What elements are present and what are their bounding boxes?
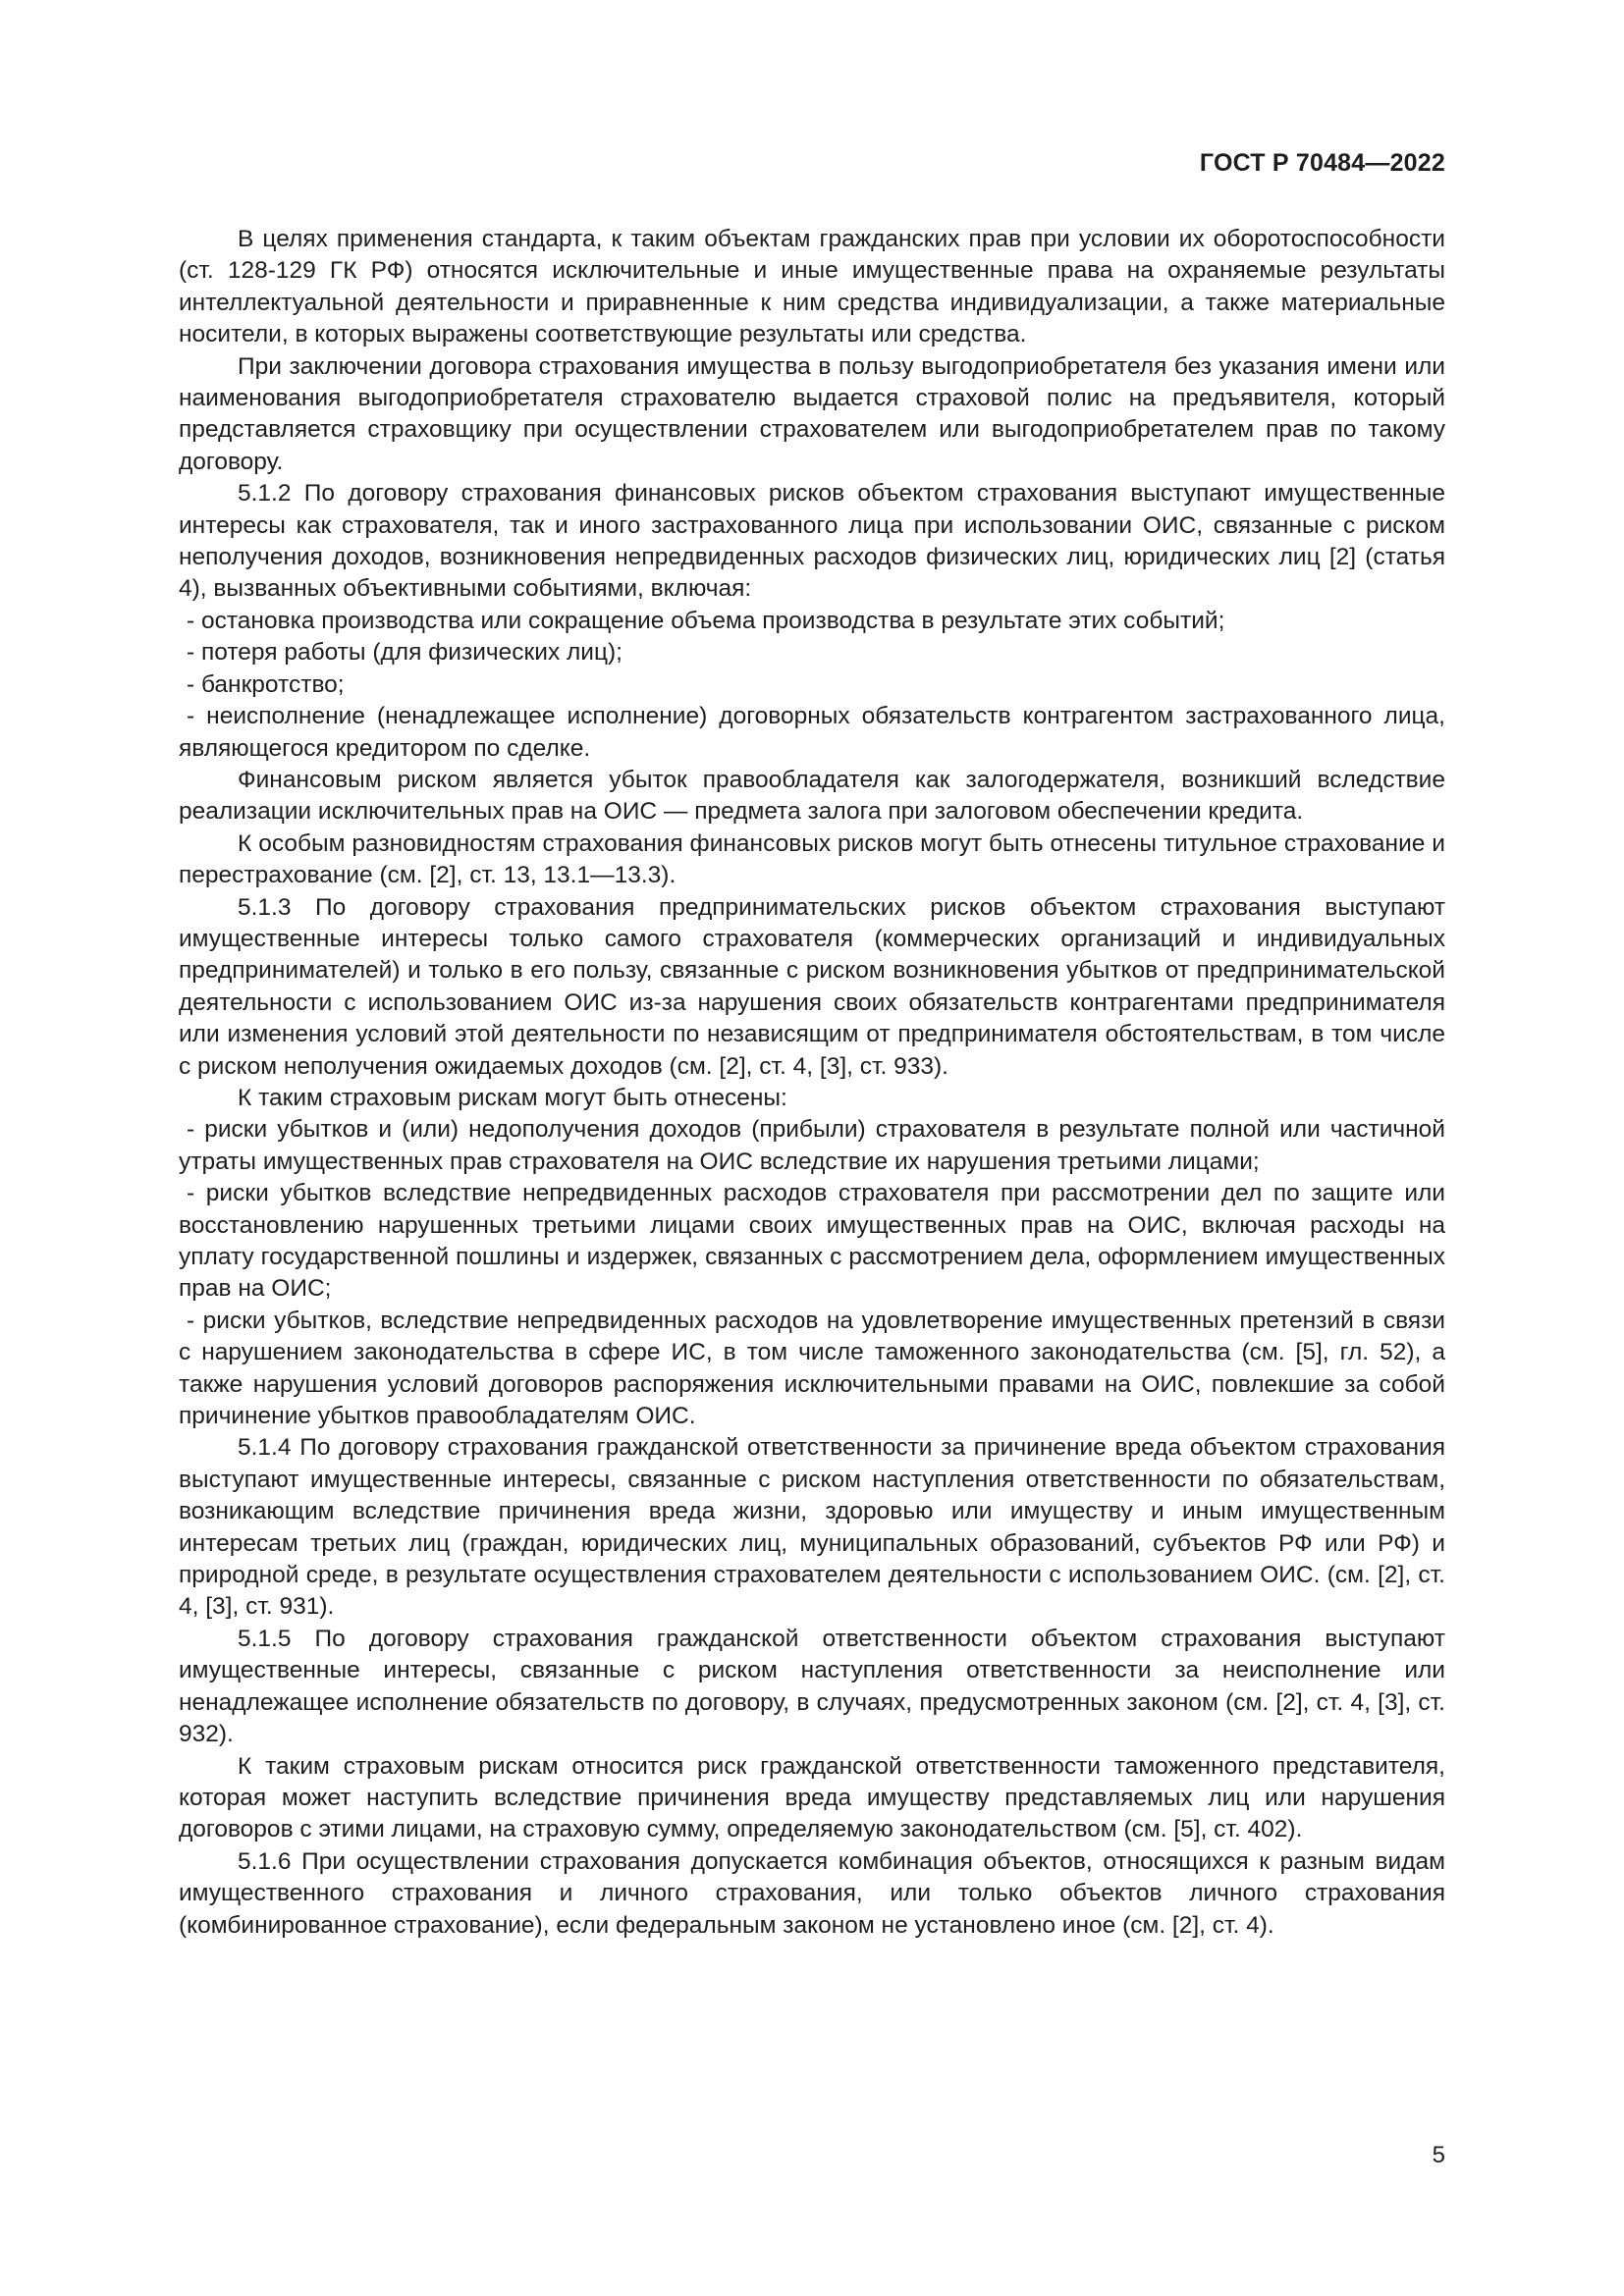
body-paragraph: К таким страховым рискам могут быть отнесены: [238,1084,787,1111]
body-paragraph: К таким страховым рискам относится риск гражданской ответственности таможенного представителя, которая может наступить вследствие причинения вреда имуществу представляемых лиц или нарушения договоров с этими лицами, на страховую сумму, определяемую законодательством (см. [5], ст. 402). [179,1752,1445,1843]
list-item: - банкротство; [187,670,345,698]
list-item: - риски убытков вследствие непредвиденных расходов страхователя при рассмотрении дел по защите или восстановлению нарушенных третьими лицами своих имущественных прав на ОИС, включая расходы на уплату государственной пошлины и издержек, связанных с рассмотрением дела, оформлением имущественных прав на ОИС; [179,1180,1445,1303]
body-paragraph: К особым разновидностям страхования финансовых рисков могут быть отнесены титульное страхование и перестрахование (см. [2], ст. 13, 13.1—13.3). [179,829,1445,889]
body-paragraph: 5.1.3 По договору страхования предпринимательских рисков объектом страхования выступают имущественные интересы только самого страхователя (коммерческих организаций и индивидуальных предпринимателей) и только в его пользу, связанные с риском возникновения убытков от предпринимательской деятельности с использованием ОИС из-за нарушения своих обязательств контрагентами предпринимателя или изменения условий этой деятельности по независящим от предпринимателя обстоятельствам, в том числе с риском неполучения ожидаемых доходов (см. [2], ст. 4, [3], ст. 933). [179,893,1445,1080]
body-paragraph: 5.1.4 По договору страхования гражданской ответственности за причинение вреда объектом страхования выступают имущественные интересы, связанные с риском наступления ответственности по обязательствам, возникающим вследствие причинения вреда жизни, здоровью или имуществу и иным имущественным интересам третьих лиц (граждан, юридических лиц, муниципальных образований, субъектов РФ или РФ) и природной среде, в результате осуществления страхователем деятельности с использованием ОИС. (см. [2], ст. 4, [3], ст. 931). [179,1434,1445,1621]
body-paragraph: В целях применения стандарта, к таким объектам гражданских прав при условии их оборотоспособности (ст. 128-129 ГК РФ) относятся исключительные и иные имущественные права на охраняемые результаты интеллектуальной деятельности и приравненные к ним средства индивидуализации, а также материальные носители, в которых выражены соответствующие результаты или средства. [179,226,1445,348]
body-paragraph: При заключении договора страхования имущества в пользу выгодоприобретателя без указания имени или наименования выгодоприобретателя страхователю выдается страховой полис на предъявителя, который представляется страховщику при осуществлении страхователем или выгодоприобретателем прав по такому договору. [179,352,1445,475]
page-number: 5 [1432,2142,1445,2168]
list-item: - потеря работы (для физических лиц); [187,639,623,667]
list-item: - риски убытков, вследствие непредвиденных расходов на удовлетворение имущественных претензий в связи с нарушением законодательства в сфере ИС, в том числе таможенного законодательства (см. [5], гл. 52), а также нарушения условий договоров распоряжения исключительными правами на ОИС, повлекшие за собой причинение убытков правообладателям ОИС. [179,1307,1445,1430]
body-paragraph: Финансовым риском является убыток правообладателя как залогодержателя, возникший вследствие реализации исключительных прав на ОИС — предмета залога при залоговом обеспечении кредита. [179,766,1445,826]
document-header-standard-id: ГОСТ Р 70484—2022 [1199,149,1445,177]
document-body [179,224,1445,1942]
list-item: - остановка производства или сокращение объема производства в результате этих событий; [187,607,1225,634]
list-item: - риски убытков и (или) недополучения доходов (прибыли) страхователя в результате полной или частичной утраты имущественных прав страхователя на ОИС вследствие их нарушения третьими лицами; [179,1116,1445,1175]
body-paragraph: 5.1.2 По договору страхования финансовых рисков объектом страхования выступают имущественные интересы как страхователя, так и иного застрахованного лица при использовании ОИС, связанные с риском неполучения доходов, возникновения непредвиденных расходов физических лиц, юридических лиц [2] (статья 4), вызванных объективными событиями, включая: [179,480,1445,603]
body-paragraph: 5.1.6 При осуществлении страхования допускается комбинация объектов, относящихся к разным видам имущественного страхования и личного страхования, или только объектов личного страхования (комбинированное страхование), если федеральным законом не установлено иное (см. [2], ст. 4). [179,1847,1445,1939]
list-item: - неисполнение (ненадлежащее исполнение) договорных обязательств контрагентом застрахованного лица, являющегося кредитором по сделке. [179,703,1445,762]
body-paragraph: 5.1.5 По договору страхования гражданской ответственности объектом страхования выступают имущественные интересы, связанные с риском наступления ответственности за неисполнение или ненадлежащее исполнение обязательств по договору, в случаях, предусмотренных законом (см. [2], ст. 4, [3], ст. 932). [179,1625,1445,1748]
